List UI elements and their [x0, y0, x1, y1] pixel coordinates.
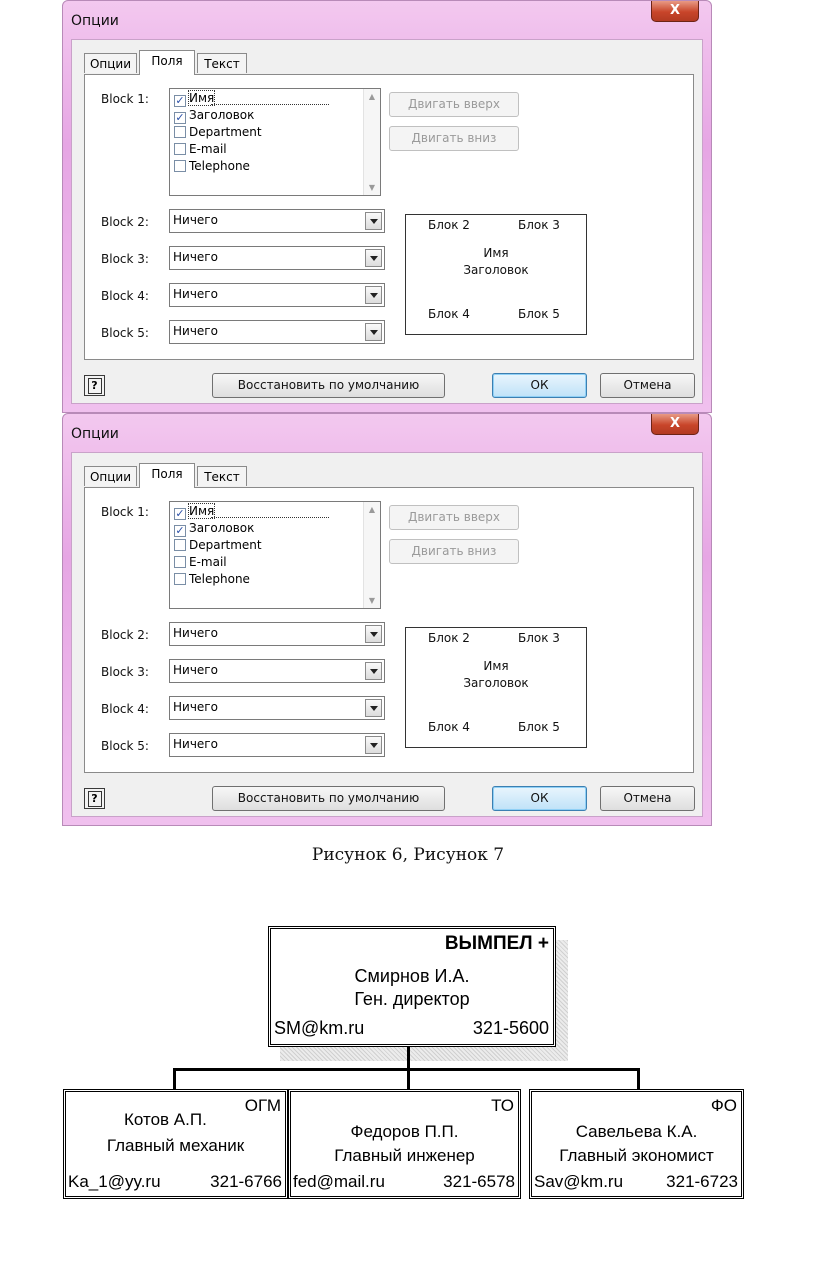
dialog-client-area [71, 452, 703, 817]
child-name: Котов А.П. [124, 1110, 207, 1129]
layout-preview [405, 627, 587, 748]
org-root-box [268, 926, 556, 1047]
list-item-label: Department [189, 538, 262, 552]
block2-select[interactable] [169, 622, 385, 646]
help-icon[interactable]: ? [84, 788, 105, 809]
child-department: ОГМ [244, 1096, 281, 1115]
block4-select[interactable] [169, 283, 385, 307]
connector-line [637, 1068, 640, 1090]
list-item[interactable] [174, 124, 262, 140]
connector-line [407, 1047, 410, 1070]
block4-value: Ничего [173, 287, 218, 301]
list-item-label: Заголовок [189, 521, 255, 535]
child-email: fed@mail.ru [293, 1172, 385, 1191]
list-item[interactable] [174, 537, 262, 553]
block4-label: Block 4: [101, 289, 149, 303]
preview-block2: Блок 2 [428, 218, 470, 232]
tab-text[interactable]: Текст [197, 53, 247, 73]
block3-select[interactable] [169, 246, 385, 270]
options-dialog [62, 413, 712, 826]
child-title: Главный экономист [559, 1146, 714, 1165]
list-item[interactable] [174, 158, 250, 174]
block2-label: Block 2: [101, 215, 149, 229]
chevron-down-icon[interactable] [365, 212, 382, 230]
preview-heading: Заголовок [463, 263, 529, 277]
list-item[interactable] [174, 571, 250, 587]
list-item-label: Telephone [189, 572, 250, 586]
block4-value: Ничего [173, 700, 218, 714]
focus-rect [211, 504, 329, 518]
tab-text[interactable]: Текст [197, 466, 247, 486]
preview-block3: Блок 3 [518, 631, 560, 645]
list-item[interactable] [174, 503, 329, 519]
close-icon[interactable]: X [651, 1, 699, 22]
block1-label: Block 1: [101, 92, 149, 106]
checkbox[interactable] [174, 143, 186, 155]
cancel-button[interactable]: Отмена [600, 786, 695, 811]
block5-select[interactable] [169, 320, 385, 344]
checkbox[interactable] [174, 539, 186, 551]
preview-block2: Блок 2 [428, 631, 470, 645]
list-item-label: Заголовок [189, 108, 255, 122]
org-child-box [63, 1089, 288, 1199]
preview-block4: Блок 4 [428, 307, 470, 321]
root-email: SM@km.ru [274, 1018, 365, 1038]
chevron-down-icon[interactable] [365, 699, 382, 717]
tab-fields[interactable]: Поля [139, 50, 195, 75]
child-title: Главный инженер [334, 1146, 475, 1165]
chevron-down-icon[interactable] [365, 323, 382, 341]
chevron-down-icon[interactable] [365, 286, 382, 304]
chevron-down-icon[interactable] [365, 625, 382, 643]
root-company: ВЫМПЕЛ + [444, 933, 549, 954]
move-down-button[interactable]: Двигать вниз [389, 126, 519, 151]
child-phone: 321-6766 [210, 1172, 282, 1191]
root-title: Ген. директор [354, 989, 470, 1009]
list-item[interactable] [174, 520, 254, 536]
block5-label: Block 5: [101, 739, 149, 753]
list-item-label: Telephone [189, 159, 250, 173]
chevron-down-icon[interactable] [365, 662, 382, 680]
preview-name: Имя [483, 659, 509, 673]
block3-value: Ничего [173, 663, 218, 677]
list-item-label: Department [189, 125, 262, 139]
child-name: Федоров П.П. [350, 1122, 459, 1141]
block1-label: Block 1: [101, 505, 149, 519]
preview-name: Имя [483, 246, 509, 260]
preview-block3: Блок 3 [518, 218, 560, 232]
scroll-down-icon[interactable]: ▼ [368, 596, 376, 605]
title-bar[interactable] [63, 414, 711, 454]
scroll-up-icon[interactable]: ▲ [368, 92, 376, 101]
scroll-down-icon[interactable]: ▼ [368, 183, 376, 192]
dialog-client-area [71, 39, 703, 404]
tab-fields[interactable]: Поля [139, 463, 195, 488]
preview-heading: Заголовок [463, 676, 529, 690]
list-item-label: Имя [189, 504, 215, 518]
tab-options[interactable]: Опции [84, 53, 137, 73]
preview-block5: Блок 5 [518, 720, 560, 734]
block5-select[interactable] [169, 733, 385, 757]
preview-block5: Блок 5 [518, 307, 560, 321]
dialog-title: Опции [71, 426, 119, 442]
block2-select[interactable] [169, 209, 385, 233]
block2-value: Ничего [173, 626, 218, 640]
block5-label: Block 5: [101, 326, 149, 340]
ok-button[interactable]: ОК [492, 786, 587, 811]
block2-value: Ничего [173, 213, 218, 227]
checkbox[interactable]: ✓ [175, 524, 185, 537]
block3-label: Block 3: [101, 252, 149, 266]
block3-label: Block 3: [101, 665, 149, 679]
list-item[interactable] [174, 90, 329, 106]
list-item-label: E-mail [189, 555, 227, 569]
checkbox[interactable]: ✓ [175, 507, 185, 520]
list-item[interactable] [174, 554, 227, 570]
block3-select[interactable] [169, 659, 385, 683]
tab-options[interactable]: Опции [84, 466, 137, 486]
child-name: Савельева К.А. [575, 1122, 698, 1141]
title-bar[interactable] [63, 1, 711, 41]
block1-fields-list[interactable] [169, 501, 381, 609]
checkbox[interactable] [174, 573, 186, 585]
block3-value: Ничего [173, 250, 218, 264]
restore-default-button[interactable]: Восстановить по умолчанию [212, 373, 445, 398]
cancel-button[interactable]: Отмена [600, 373, 695, 398]
list-item[interactable] [174, 141, 227, 157]
child-phone: 321-6723 [666, 1172, 738, 1191]
checkbox[interactable]: ✓ [175, 94, 185, 107]
fields-tab-panel [84, 487, 694, 773]
block2-label: Block 2: [101, 628, 149, 642]
child-title: Главный механик [106, 1136, 245, 1155]
focus-rect [211, 91, 329, 105]
org-child-box [529, 1089, 744, 1199]
list-scrollbar[interactable] [363, 502, 380, 608]
options-dialog [62, 0, 712, 413]
list-scrollbar[interactable] [363, 89, 380, 195]
block1-fields-list[interactable] [169, 88, 381, 196]
child-phone: 321-6578 [443, 1172, 515, 1191]
list-item-label: E-mail [189, 142, 227, 156]
child-department: ТО [491, 1096, 514, 1115]
child-department: ФО [710, 1096, 737, 1115]
dialog-title: Опции [71, 13, 119, 29]
checkbox[interactable]: ✓ [175, 111, 185, 124]
fields-tab-panel [84, 74, 694, 360]
list-item[interactable] [174, 107, 254, 123]
checkbox[interactable] [174, 556, 186, 568]
root-name: Смирнов И.А. [354, 966, 470, 986]
connector-line [407, 1068, 410, 1090]
block5-value: Ничего [173, 324, 218, 338]
connector-line [173, 1068, 176, 1090]
block4-label: Block 4: [101, 702, 149, 716]
close-icon[interactable]: X [651, 414, 699, 435]
root-phone: 321-5600 [472, 1018, 549, 1038]
org-child-box [288, 1089, 521, 1199]
chevron-down-icon[interactable] [365, 736, 382, 754]
help-icon[interactable]: ? [84, 375, 105, 396]
checkbox[interactable] [174, 160, 186, 172]
preview-block4: Блок 4 [428, 720, 470, 734]
chevron-down-icon[interactable] [365, 249, 382, 267]
child-email: Ka_1@yy.ru [68, 1172, 161, 1191]
child-email: Sav@km.ru [534, 1172, 624, 1191]
ok-button[interactable]: ОК [492, 373, 587, 398]
move-down-button[interactable]: Двигать вниз [389, 539, 519, 564]
move-up-button[interactable]: Двигать вверх [389, 505, 519, 530]
figure-caption: Рисунок 6, Рисунок 7 [311, 845, 505, 865]
checkbox[interactable] [174, 126, 186, 138]
scroll-up-icon[interactable]: ▲ [368, 505, 376, 514]
layout-preview [405, 214, 587, 335]
move-up-button[interactable]: Двигать вверх [389, 92, 519, 117]
list-item-label: Имя [189, 91, 215, 105]
block4-select[interactable] [169, 696, 385, 720]
restore-default-button[interactable]: Восстановить по умолчанию [212, 786, 445, 811]
block5-value: Ничего [173, 737, 218, 751]
